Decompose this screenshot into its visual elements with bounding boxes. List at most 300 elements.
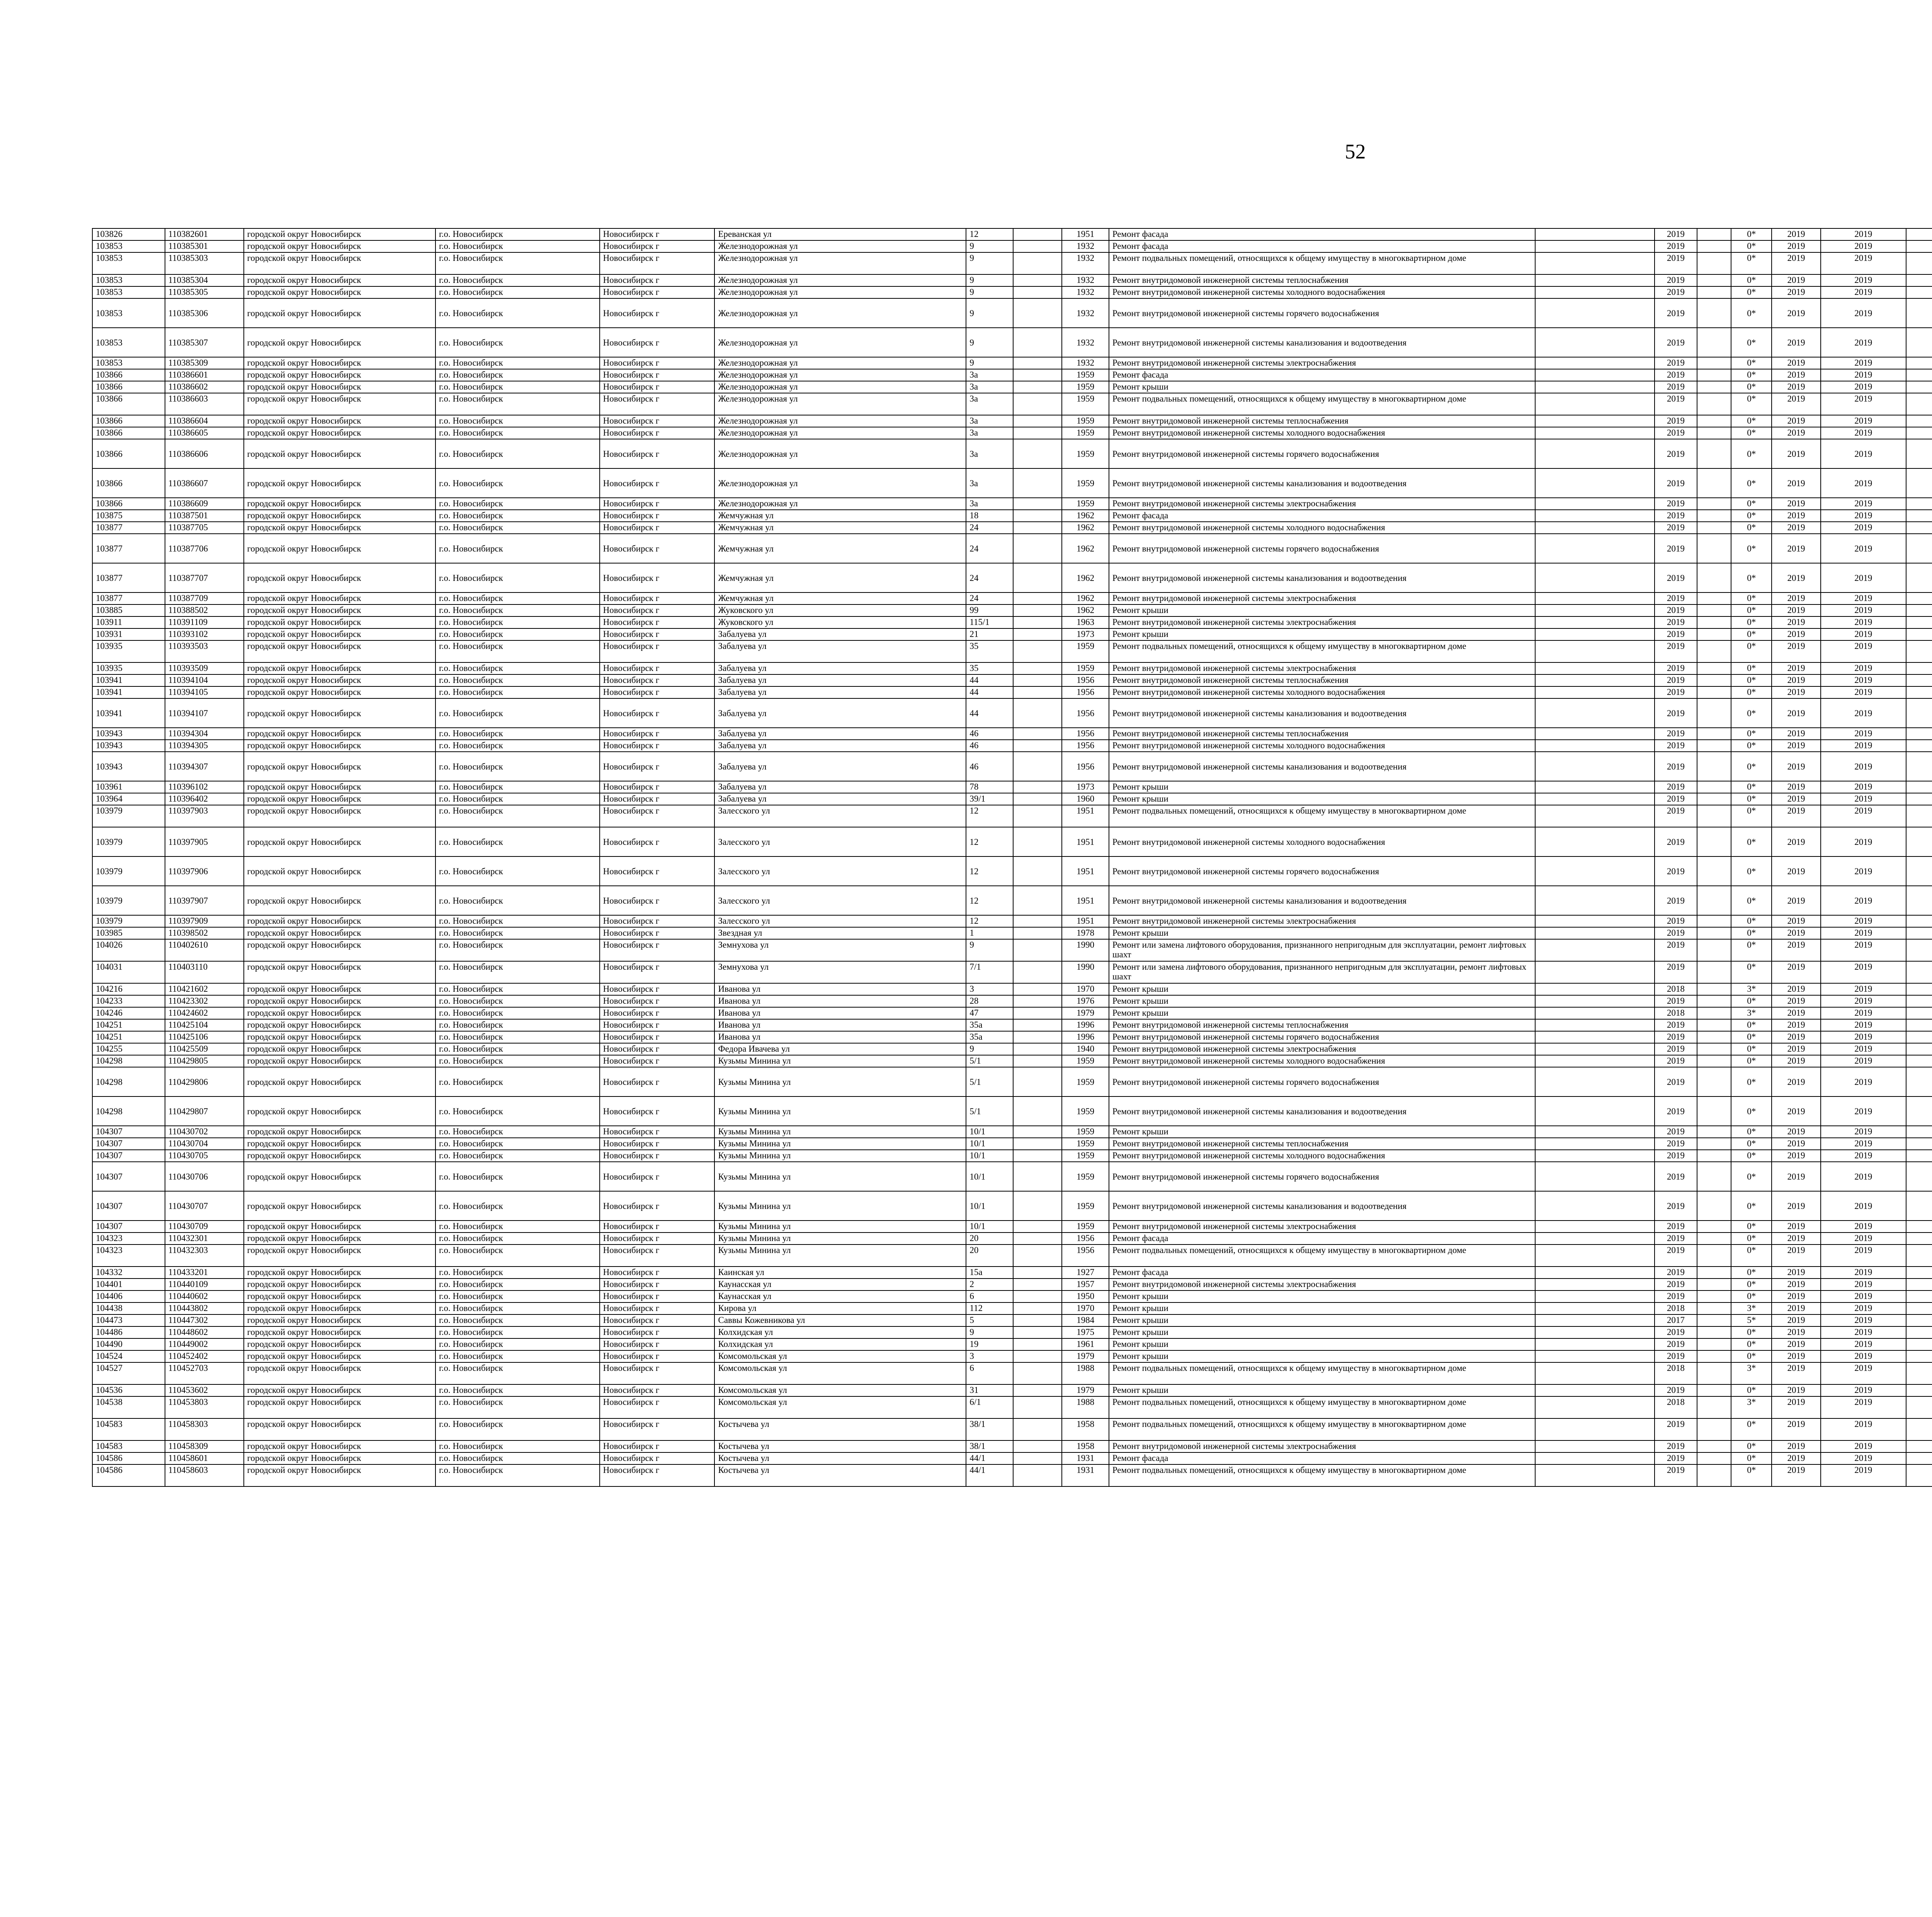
cell-shift: 0* xyxy=(1731,1126,1772,1138)
cell-shift: 0* xyxy=(1731,1279,1772,1290)
cell-house-number: 9 xyxy=(966,357,1013,369)
cell-street: Забалуева ул xyxy=(714,793,966,805)
cell-empty xyxy=(1535,1279,1655,1290)
cell-house-id: 103935 xyxy=(92,662,165,674)
cell-work-type: Ремонт внутридомовой инженерной системы холодного водоснабжения xyxy=(1109,522,1535,534)
cell-shift: 0* xyxy=(1731,1031,1772,1043)
cell-house-number: 35 xyxy=(966,662,1013,674)
cell-street: Каинская ул xyxy=(714,1267,966,1279)
cell-start-year: 2019 xyxy=(1772,1126,1821,1138)
table-row xyxy=(92,1396,1932,1418)
cell-empty xyxy=(1535,674,1655,686)
cell-record-id: 110387501 xyxy=(165,510,244,522)
cell-shift: 0* xyxy=(1731,604,1772,616)
cell-municipality: г.о. Новосибирск xyxy=(435,1302,600,1314)
cell-house-id: 104486 xyxy=(92,1326,165,1338)
cell-record-id: 110458601 xyxy=(165,1452,244,1464)
cell-shift: 0* xyxy=(1731,381,1772,393)
cell-record-id: 110387706 xyxy=(165,534,244,563)
cell-record-id: 110452703 xyxy=(165,1362,244,1384)
cell-street: Жемчужная ул xyxy=(714,592,966,604)
cell-plan-year: 2019 xyxy=(1655,286,1697,298)
cell-plan-year: 2018 xyxy=(1655,1007,1697,1019)
cell-house-id: 104332 xyxy=(92,1267,165,1279)
cell-empty xyxy=(1535,592,1655,604)
cell-build-year: 1979 xyxy=(1062,1384,1109,1396)
cell-build-year: 1959 xyxy=(1062,393,1109,415)
cell-shift: 0* xyxy=(1731,827,1772,856)
cell-total-cost xyxy=(1906,616,1932,628)
cell-house-id: 103866 xyxy=(92,369,165,381)
cell-building xyxy=(1013,1221,1062,1233)
cell-building xyxy=(1013,592,1062,604)
cell-house-id: 104586 xyxy=(92,1464,165,1486)
cell-work-type: Ремонт внутридомовой инженерной системы теплоснабжения xyxy=(1109,728,1535,740)
cell-total-cost xyxy=(1906,1138,1932,1150)
cell-street: Железнодорожная ул xyxy=(714,357,966,369)
cell-record-id: 110396102 xyxy=(165,781,244,793)
table-row xyxy=(92,752,1932,781)
cell-municipality: г.о. Новосибирск xyxy=(435,1150,600,1162)
cell-house-number: 12 xyxy=(966,915,1013,927)
cell-shift: 0* xyxy=(1731,1096,1772,1126)
table-row xyxy=(92,886,1932,915)
cell-empty xyxy=(1535,1464,1655,1486)
cell-total-cost xyxy=(1906,781,1932,793)
cell-record-id: 110393102 xyxy=(165,628,244,640)
cell-building xyxy=(1013,1279,1062,1290)
cell-empty xyxy=(1697,1245,1731,1267)
cell-district: городской округ Новосибирск xyxy=(244,381,435,393)
cell-plan-year: 2019 xyxy=(1655,740,1697,752)
cell-street: Железнодорожная ул xyxy=(714,252,966,274)
cell-empty xyxy=(1697,856,1731,886)
cell-empty xyxy=(1697,827,1731,856)
cell-empty xyxy=(1697,510,1731,522)
cell-end-year: 2019 xyxy=(1821,369,1906,381)
cell-municipality: г.о. Новосибирск xyxy=(435,498,600,510)
cell-start-year: 2019 xyxy=(1772,286,1821,298)
cell-build-year: 1931 xyxy=(1062,1452,1109,1464)
cell-end-year: 2019 xyxy=(1821,1150,1906,1162)
cell-locality: Новосибирск г xyxy=(600,510,715,522)
cell-record-id: 110458309 xyxy=(165,1440,244,1452)
cell-end-year: 2019 xyxy=(1821,563,1906,592)
cell-building xyxy=(1013,415,1062,427)
cell-start-year: 2019 xyxy=(1772,1350,1821,1362)
cell-record-id: 110453803 xyxy=(165,1396,244,1418)
cell-plan-year: 2019 xyxy=(1655,240,1697,252)
cell-plan-year: 2019 xyxy=(1655,357,1697,369)
cell-record-id: 110403110 xyxy=(165,961,244,983)
cell-house-number: 3а xyxy=(966,369,1013,381)
cell-record-id: 110385305 xyxy=(165,286,244,298)
cell-house-id: 104586 xyxy=(92,1452,165,1464)
cell-build-year: 1962 xyxy=(1062,522,1109,534)
cell-end-year: 2019 xyxy=(1821,1302,1906,1314)
cell-record-id: 110386609 xyxy=(165,498,244,510)
cell-build-year: 1959 xyxy=(1062,1096,1109,1126)
cell-locality: Новосибирск г xyxy=(600,357,715,369)
cell-start-year: 2019 xyxy=(1772,961,1821,983)
cell-shift: 0* xyxy=(1731,674,1772,686)
cell-build-year: 1979 xyxy=(1062,1350,1109,1362)
cell-work-type: Ремонт или замена лифтового оборудования, признанного непригодным для эксплуатации, ремонт лифтовых шахт xyxy=(1109,961,1535,983)
cell-empty xyxy=(1697,1138,1731,1150)
cell-district: городской округ Новосибирск xyxy=(244,728,435,740)
cell-empty xyxy=(1697,1043,1731,1055)
cell-end-year: 2019 xyxy=(1821,1138,1906,1150)
cell-work-type: Ремонт внутридомовой инженерной системы канализования и водоотведения xyxy=(1109,752,1535,781)
cell-municipality: г.о. Новосибирск xyxy=(435,298,600,328)
cell-work-type: Ремонт внутридомовой инженерной системы электроснабжения xyxy=(1109,915,1535,927)
cell-street: Иванова ул xyxy=(714,995,966,1007)
table-row xyxy=(92,674,1932,686)
cell-empty xyxy=(1697,752,1731,781)
cell-total-cost xyxy=(1906,274,1932,286)
cell-empty xyxy=(1697,983,1731,995)
cell-plan-year: 2019 xyxy=(1655,856,1697,886)
cell-record-id: 110382601 xyxy=(165,228,244,240)
table-row xyxy=(92,1162,1932,1191)
cell-plan-year: 2019 xyxy=(1655,393,1697,415)
cell-work-type: Ремонт внутридомовой инженерной системы теплоснабжения xyxy=(1109,674,1535,686)
table-row xyxy=(92,357,1932,369)
cell-building xyxy=(1013,1055,1062,1067)
cell-district: городской округ Новосибирск xyxy=(244,369,435,381)
cell-empty xyxy=(1697,228,1731,240)
cell-build-year: 1959 xyxy=(1062,415,1109,427)
cell-plan-year: 2019 xyxy=(1655,1233,1697,1245)
cell-locality: Новосибирск г xyxy=(600,1362,715,1384)
cell-end-year: 2019 xyxy=(1821,1126,1906,1138)
cell-municipality: г.о. Новосибирск xyxy=(435,357,600,369)
cell-plan-year: 2019 xyxy=(1655,1191,1697,1221)
cell-municipality: г.о. Новосибирск xyxy=(435,252,600,274)
cell-empty xyxy=(1535,640,1655,662)
cell-street: Забалуева ул xyxy=(714,640,966,662)
cell-building xyxy=(1013,662,1062,674)
table-body xyxy=(92,228,1932,1486)
cell-end-year: 2019 xyxy=(1821,328,1906,357)
cell-house-id: 103979 xyxy=(92,915,165,927)
cell-build-year: 1956 xyxy=(1062,686,1109,698)
cell-start-year: 2019 xyxy=(1772,995,1821,1007)
cell-start-year: 2019 xyxy=(1772,415,1821,427)
cell-house-id: 104251 xyxy=(92,1031,165,1043)
cell-record-id: 110458603 xyxy=(165,1464,244,1486)
cell-work-type: Ремонт внутридомовой инженерной системы горячего водоснабжения xyxy=(1109,298,1535,328)
cell-shift: 0* xyxy=(1731,468,1772,498)
cell-record-id: 110433201 xyxy=(165,1267,244,1279)
cell-empty xyxy=(1697,674,1731,686)
cell-end-year: 2019 xyxy=(1821,740,1906,752)
table-row xyxy=(92,1350,1932,1362)
cell-house-id: 104524 xyxy=(92,1350,165,1362)
cell-shift: 0* xyxy=(1731,1055,1772,1067)
cell-locality: Новосибирск г xyxy=(600,1162,715,1191)
cell-locality: Новосибирск г xyxy=(600,674,715,686)
cell-empty xyxy=(1697,1338,1731,1350)
cell-end-year: 2019 xyxy=(1821,1452,1906,1464)
cell-house-id: 103941 xyxy=(92,686,165,698)
cell-build-year: 1959 xyxy=(1062,1191,1109,1221)
cell-municipality: г.о. Новосибирск xyxy=(435,1350,600,1362)
cell-district: городской округ Новосибирск xyxy=(244,252,435,274)
cell-locality: Новосибирск г xyxy=(600,1067,715,1096)
cell-building xyxy=(1013,1418,1062,1440)
cell-municipality: г.о. Новосибирск xyxy=(435,1126,600,1138)
cell-start-year: 2019 xyxy=(1772,439,1821,468)
cell-end-year: 2019 xyxy=(1821,1384,1906,1396)
cell-empty xyxy=(1535,1452,1655,1464)
cell-plan-year: 2019 xyxy=(1655,563,1697,592)
cell-start-year: 2019 xyxy=(1772,592,1821,604)
cell-empty xyxy=(1535,939,1655,961)
cell-record-id: 110397906 xyxy=(165,856,244,886)
table-row xyxy=(92,640,1932,662)
cell-locality: Новосибирск г xyxy=(600,252,715,274)
cell-municipality: г.о. Новосибирск xyxy=(435,286,600,298)
cell-shift: 0* xyxy=(1731,728,1772,740)
cell-municipality: г.о. Новосибирск xyxy=(435,1191,600,1221)
cell-locality: Новосибирск г xyxy=(600,1233,715,1245)
cell-shift: 3* xyxy=(1731,1362,1772,1384)
cell-locality: Новосибирск г xyxy=(600,1290,715,1302)
cell-work-type: Ремонт подвальных помещений, относящихся к общему имуществу в многоквартирном доме xyxy=(1109,252,1535,274)
cell-build-year: 1962 xyxy=(1062,563,1109,592)
cell-district: городской округ Новосибирск xyxy=(244,274,435,286)
cell-build-year: 1957 xyxy=(1062,1279,1109,1290)
cell-total-cost xyxy=(1906,427,1932,439)
cell-empty xyxy=(1697,357,1731,369)
cell-end-year: 2019 xyxy=(1821,592,1906,604)
cell-end-year: 2019 xyxy=(1821,439,1906,468)
cell-house-number: 28 xyxy=(966,995,1013,1007)
cell-work-type: Ремонт внутридомовой инженерной системы электроснабжения xyxy=(1109,1221,1535,1233)
cell-house-number: 9 xyxy=(966,286,1013,298)
cell-record-id: 110386604 xyxy=(165,415,244,427)
cell-work-type: Ремонт внутридомовой инженерной системы холодного водоснабжения xyxy=(1109,686,1535,698)
cell-start-year: 2019 xyxy=(1772,1302,1821,1314)
cell-end-year: 2019 xyxy=(1821,1096,1906,1126)
cell-locality: Новосибирск г xyxy=(600,1338,715,1350)
cell-building xyxy=(1013,534,1062,563)
cell-total-cost xyxy=(1906,1384,1932,1396)
cell-building xyxy=(1013,856,1062,886)
cell-locality: Новосибирск г xyxy=(600,1314,715,1326)
cell-plan-year: 2018 xyxy=(1655,1396,1697,1418)
table-row xyxy=(92,286,1932,298)
cell-shift: 0* xyxy=(1731,1464,1772,1486)
cell-locality: Новосибирск г xyxy=(600,328,715,357)
cell-empty xyxy=(1697,1440,1731,1452)
cell-record-id: 110386606 xyxy=(165,439,244,468)
cell-house-id: 103853 xyxy=(92,240,165,252)
cell-house-id: 104583 xyxy=(92,1418,165,1440)
cell-building xyxy=(1013,961,1062,983)
cell-work-type: Ремонт внутридомовой инженерной системы горячего водоснабжения xyxy=(1109,856,1535,886)
cell-municipality: г.о. Новосибирск xyxy=(435,1019,600,1031)
cell-plan-year: 2018 xyxy=(1655,1302,1697,1314)
cell-end-year: 2019 xyxy=(1821,1221,1906,1233)
cell-plan-year: 2019 xyxy=(1655,1267,1697,1279)
cell-municipality: г.о. Новосибирск xyxy=(435,1221,600,1233)
cell-empty xyxy=(1535,1290,1655,1302)
cell-empty xyxy=(1535,1233,1655,1245)
cell-record-id: 110386607 xyxy=(165,468,244,498)
cell-house-number: 44 xyxy=(966,686,1013,698)
table-row xyxy=(92,328,1932,357)
cell-work-type: Ремонт внутридомовой инженерной системы холодного водоснабжения xyxy=(1109,427,1535,439)
cell-house-number: 6 xyxy=(966,1362,1013,1384)
cell-shift: 0* xyxy=(1731,252,1772,274)
cell-empty xyxy=(1535,1314,1655,1326)
cell-plan-year: 2019 xyxy=(1655,1245,1697,1267)
cell-record-id: 110458303 xyxy=(165,1418,244,1440)
cell-start-year: 2019 xyxy=(1772,1326,1821,1338)
cell-work-type: Ремонт подвальных помещений, относящихся к общему имуществу в многоквартирном доме xyxy=(1109,640,1535,662)
table-row xyxy=(92,1043,1932,1055)
table-row xyxy=(92,1233,1932,1245)
cell-build-year: 1932 xyxy=(1062,298,1109,328)
cell-work-type: Ремонт внутридомовой инженерной системы электроснабжения xyxy=(1109,592,1535,604)
cell-work-type: Ремонт подвальных помещений, относящихся к общему имуществу в многоквартирном доме xyxy=(1109,1396,1535,1418)
cell-total-cost xyxy=(1906,752,1932,781)
cell-start-year: 2019 xyxy=(1772,674,1821,686)
cell-end-year: 2019 xyxy=(1821,381,1906,393)
cell-build-year: 1951 xyxy=(1062,228,1109,240)
cell-plan-year: 2019 xyxy=(1655,228,1697,240)
cell-house-id: 103943 xyxy=(92,752,165,781)
cell-record-id: 110386605 xyxy=(165,427,244,439)
cell-house-id: 103866 xyxy=(92,439,165,468)
cell-municipality: г.о. Новосибирск xyxy=(435,328,600,357)
cell-district: городской округ Новосибирск xyxy=(244,1031,435,1043)
cell-municipality: г.о. Новосибирск xyxy=(435,781,600,793)
cell-municipality: г.о. Новосибирск xyxy=(435,1452,600,1464)
cell-empty xyxy=(1697,1221,1731,1233)
cell-build-year: 1950 xyxy=(1062,1290,1109,1302)
cell-empty xyxy=(1535,662,1655,674)
cell-building xyxy=(1013,369,1062,381)
cell-house-id: 104307 xyxy=(92,1126,165,1138)
cell-shift: 0* xyxy=(1731,1221,1772,1233)
cell-house-id: 103866 xyxy=(92,468,165,498)
cell-locality: Новосибирск г xyxy=(600,1221,715,1233)
cell-municipality: г.о. Новосибирск xyxy=(435,1362,600,1384)
cell-start-year: 2019 xyxy=(1772,740,1821,752)
cell-building xyxy=(1013,1007,1062,1019)
cell-locality: Новосибирск г xyxy=(600,1019,715,1031)
cell-district: городской округ Новосибирск xyxy=(244,1279,435,1290)
cell-work-type: Ремонт внутридомовой инженерной системы электроснабжения xyxy=(1109,357,1535,369)
cell-house-id: 104298 xyxy=(92,1055,165,1067)
cell-district: городской округ Новосибирск xyxy=(244,983,435,995)
cell-end-year: 2019 xyxy=(1821,522,1906,534)
cell-empty xyxy=(1535,1384,1655,1396)
cell-build-year: 1956 xyxy=(1062,1233,1109,1245)
cell-end-year: 2019 xyxy=(1821,1043,1906,1055)
cell-shift: 3* xyxy=(1731,983,1772,995)
cell-work-type: Ремонт внутридомовой инженерной системы холодного водоснабжения xyxy=(1109,827,1535,856)
cell-build-year: 1961 xyxy=(1062,1338,1109,1350)
cell-record-id: 110396402 xyxy=(165,793,244,805)
cell-empty xyxy=(1697,1290,1731,1302)
cell-district: городской округ Новосибирск xyxy=(244,698,435,728)
cell-district: городской округ Новосибирск xyxy=(244,298,435,328)
cell-house-number: 24 xyxy=(966,534,1013,563)
cell-municipality: г.о. Новосибирск xyxy=(435,616,600,628)
cell-start-year: 2019 xyxy=(1772,1221,1821,1233)
cell-start-year: 2019 xyxy=(1772,534,1821,563)
cell-street: Кузьмы Минина ул xyxy=(714,1150,966,1162)
cell-end-year: 2019 xyxy=(1821,228,1906,240)
cell-empty xyxy=(1535,1019,1655,1031)
cell-district: городской округ Новосибирск xyxy=(244,1162,435,1191)
cell-shift: 0* xyxy=(1731,686,1772,698)
cell-building xyxy=(1013,1019,1062,1031)
cell-total-cost xyxy=(1906,592,1932,604)
cell-work-type: Ремонт подвальных помещений, относящихся к общему имуществу в многоквартирном доме xyxy=(1109,1362,1535,1384)
cell-shift: 0* xyxy=(1731,369,1772,381)
cell-end-year: 2019 xyxy=(1821,1233,1906,1245)
cell-house-number: 5/1 xyxy=(966,1067,1013,1096)
cell-house-id: 103943 xyxy=(92,728,165,740)
cell-house-number: 2 xyxy=(966,1279,1013,1290)
cell-end-year: 2019 xyxy=(1821,827,1906,856)
cell-district: городской округ Новосибирск xyxy=(244,415,435,427)
cell-building xyxy=(1013,886,1062,915)
cell-district: городской округ Новосибирск xyxy=(244,1464,435,1486)
cell-house-number: 12 xyxy=(966,886,1013,915)
cell-build-year: 1956 xyxy=(1062,728,1109,740)
cell-street: Железнодорожная ул xyxy=(714,381,966,393)
cell-record-id: 110447302 xyxy=(165,1314,244,1326)
cell-empty xyxy=(1535,781,1655,793)
cell-empty xyxy=(1697,1302,1731,1314)
cell-end-year: 2019 xyxy=(1821,728,1906,740)
cell-house-number: 12 xyxy=(966,827,1013,856)
cell-district: городской округ Новосибирск xyxy=(244,1245,435,1267)
cell-house-id: 104527 xyxy=(92,1362,165,1384)
cell-build-year: 1959 xyxy=(1062,468,1109,498)
cell-plan-year: 2019 xyxy=(1655,381,1697,393)
cell-street: Иванова ул xyxy=(714,1031,966,1043)
cell-total-cost xyxy=(1906,604,1932,616)
cell-plan-year: 2019 xyxy=(1655,927,1697,939)
cell-locality: Новосибирск г xyxy=(600,1007,715,1019)
cell-empty xyxy=(1697,1314,1731,1326)
cell-empty xyxy=(1535,827,1655,856)
cell-street: Кузьмы Минина ул xyxy=(714,1245,966,1267)
cell-locality: Новосибирск г xyxy=(600,534,715,563)
cell-plan-year: 2019 xyxy=(1655,686,1697,698)
cell-total-cost xyxy=(1906,1191,1932,1221)
cell-end-year: 2019 xyxy=(1821,274,1906,286)
cell-empty xyxy=(1535,522,1655,534)
cell-street: Комсомольская ул xyxy=(714,1362,966,1384)
cell-end-year: 2019 xyxy=(1821,252,1906,274)
cell-shift: 0* xyxy=(1731,1290,1772,1302)
table-row xyxy=(92,228,1932,240)
cell-empty xyxy=(1697,805,1731,827)
cell-start-year: 2019 xyxy=(1772,298,1821,328)
cell-shift: 0* xyxy=(1731,1350,1772,1362)
cell-locality: Новосибирск г xyxy=(600,793,715,805)
cell-start-year: 2019 xyxy=(1772,1440,1821,1452)
cell-shift: 0* xyxy=(1731,510,1772,522)
